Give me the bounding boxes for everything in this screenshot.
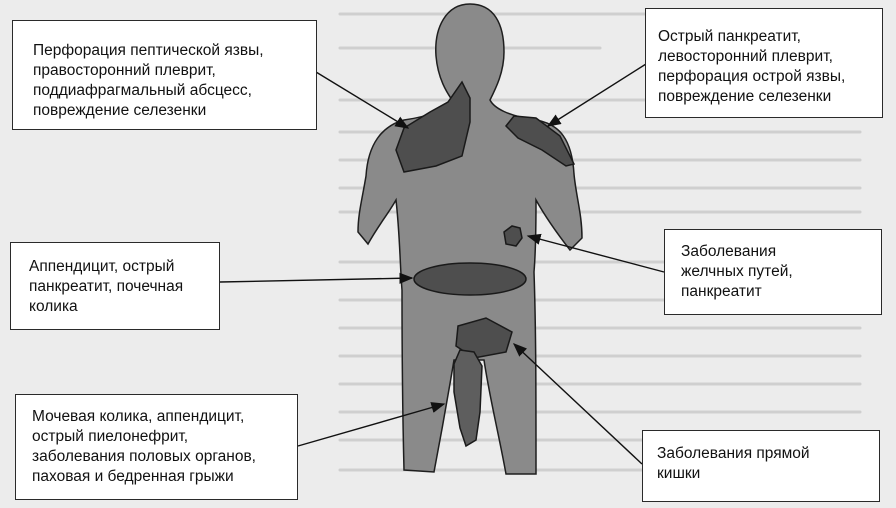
label-line: Заболевания прямой [657,445,810,462]
arrow-top-right [548,64,646,126]
label-line: повреждение селезенки [658,88,832,105]
arrow-top-left [316,72,408,128]
label-line: колика [29,298,78,315]
label-line: правосторонний плеврит, [33,62,216,79]
label-line: поддиафрагмальный абсцесс, [33,82,252,99]
label-line: заболевания половых органов, [32,448,256,465]
label-box-bottom-right [642,430,880,502]
label-line: Мочевая колика, аппендицит, [32,408,245,425]
label-line: паховая и бедренная грыжи [32,468,234,485]
label-line: Перфорация пептической язвы, [33,42,264,59]
label-line: Аппендицит, острый [29,258,175,275]
label-box-top-right [645,8,883,118]
label-box-middle-right [664,229,882,315]
label-line: перфорация острой язвы, [658,68,846,85]
label-line: Заболевания [681,243,777,260]
arrow-middle-left [220,278,412,282]
arrow-bottom-right [514,344,642,464]
label-box-top-left [12,20,317,130]
label-line: желчных путей, [681,263,793,280]
label-line: острый пиелонефрит, [32,428,189,445]
label-box-bottom-left [15,394,298,500]
arrow-bottom-left [298,404,444,446]
label-line: левосторонний плеврит, [658,48,833,65]
label-line: кишки [657,465,701,482]
label-line: панкреатит [681,283,762,300]
arrow-middle-right [528,236,664,272]
label-box-middle-left [10,242,220,330]
label-line: панкреатит, почечная [29,278,184,295]
label-line: Острый панкреатит, [658,28,801,45]
label-line: повреждение селезенки [33,102,207,119]
